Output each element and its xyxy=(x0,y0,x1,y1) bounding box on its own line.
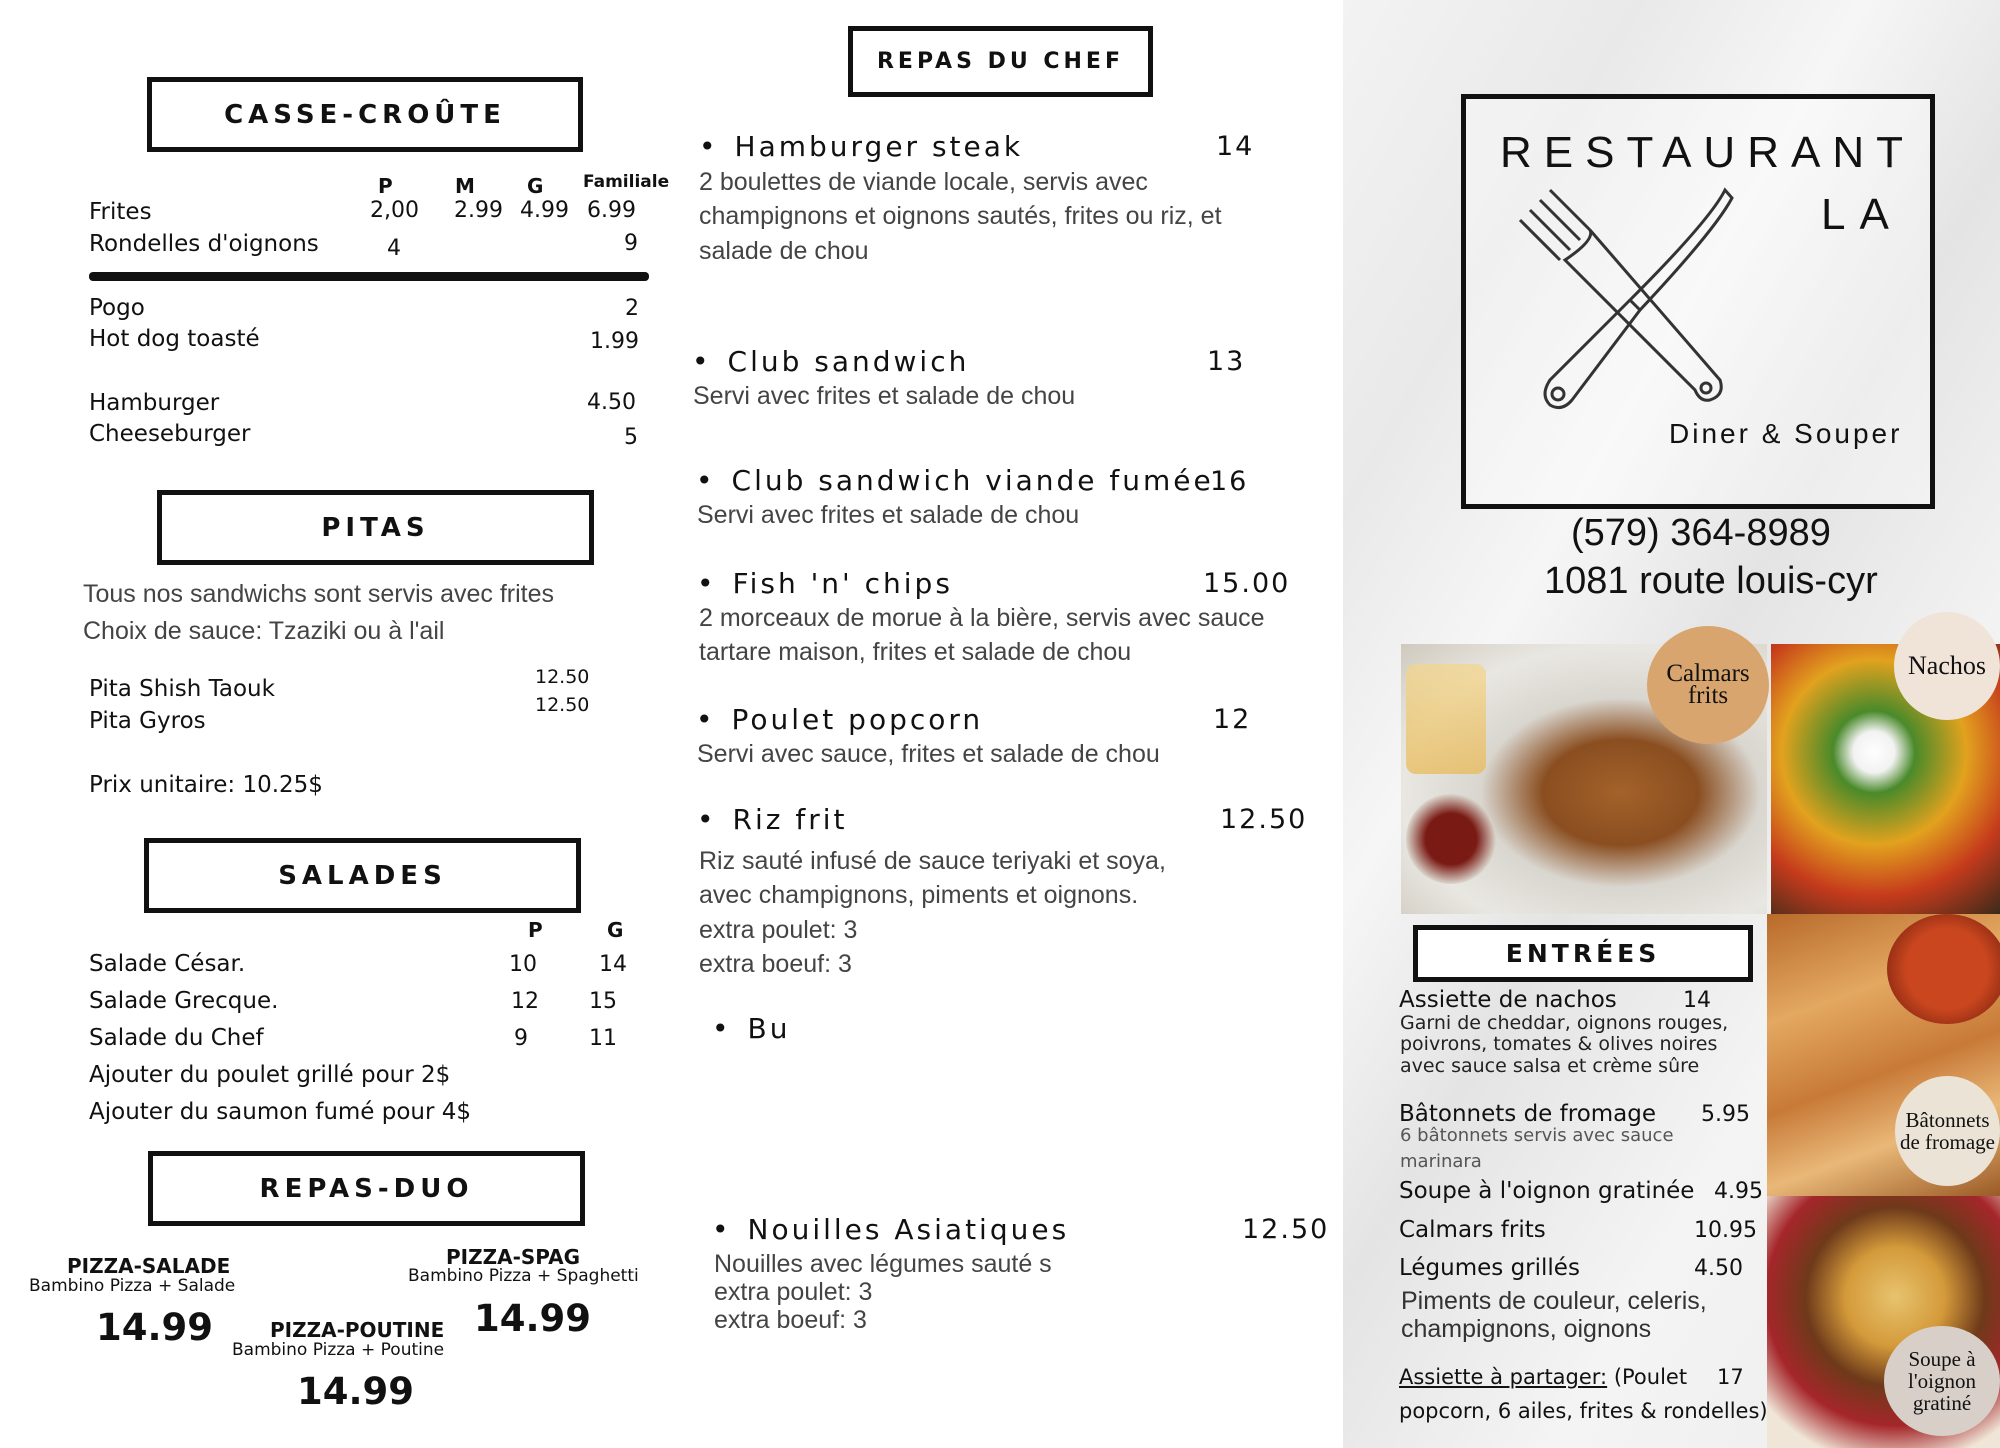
size-header-p: P xyxy=(378,174,393,198)
casse-croute-heading: CASSE-CROÛTE xyxy=(147,77,583,152)
entree-legumes-desc-1: Piments de couleur, celeris, xyxy=(1401,1287,1707,1315)
dish-hamburger-steak: • Hamburger steak xyxy=(699,130,1023,163)
entree-batonnets-price: 5.95 xyxy=(1701,1102,1750,1127)
dish-club-sandwich-price: 13 xyxy=(1207,346,1246,377)
duo-b-desc: Bambino Pizza + Spaghetti xyxy=(408,1266,639,1286)
entree-legumes-name: Légumes grillés xyxy=(1399,1255,1580,1281)
dish-nouilles: • Nouilles Asiatiques xyxy=(712,1213,1069,1246)
entree-nachos-name: Assiette de nachos xyxy=(1399,987,1617,1013)
dish-club-sandwich: • Club sandwich xyxy=(692,345,969,378)
label-nachos: Nachos xyxy=(1894,612,2000,720)
entree-soupe-name: Soupe à l'oignon gratinée xyxy=(1399,1178,1695,1204)
entree-partage-label: Assiette à partager: xyxy=(1399,1365,1608,1389)
phone-number: (579) 364-8989 xyxy=(1571,512,1831,554)
frites-price-p: 2,00 xyxy=(370,198,419,223)
duo-c-desc: Bambino Pizza + Poutine xyxy=(232,1340,445,1360)
size-header-familiale: Familiale xyxy=(583,172,670,192)
dish-bu: • Bu xyxy=(712,1012,790,1045)
dish-nouilles-desc-3: extra boeuf: 3 xyxy=(714,1306,867,1334)
dish-poulet-popcorn-desc: Servi avec sauce, frites et salade de chou xyxy=(697,740,1160,768)
dish-club-fumee: • Club sandwich viande fumée xyxy=(696,464,1214,497)
dish-hamburger-steak-price: 14 xyxy=(1216,131,1255,162)
dish-club-fumee-price: 16 xyxy=(1210,466,1249,497)
dish-riz-frit-desc-3: extra poulet: 3 xyxy=(699,916,858,944)
dish-fish-chips-price: 15.00 xyxy=(1203,568,1291,599)
dish-riz-frit-desc-2: avec champignons, piments et oignons. xyxy=(699,881,1139,909)
dish-nouilles-desc-2: extra poulet: 3 xyxy=(714,1278,873,1306)
duo-b-price: 14.99 xyxy=(474,1297,592,1340)
pita-gyros-price: 12.50 xyxy=(535,694,590,716)
entree-partage-rest: (Poulet xyxy=(1607,1365,1688,1389)
pogo-label: Pogo xyxy=(89,295,145,321)
salades-size-g: G xyxy=(607,918,624,942)
entree-partage-price: 17 xyxy=(1717,1365,1744,1389)
dish-nouilles-price: 12.50 xyxy=(1242,1214,1330,1245)
entrees-heading: ENTRÉES xyxy=(1413,925,1753,982)
dish-fish-chips-desc-1: 2 morceaux de morue à la bière, servis avec sauce xyxy=(699,604,1265,632)
entree-batonnets-desc-2: marinara xyxy=(1400,1151,1482,1172)
dish-poulet-popcorn-price: 12 xyxy=(1213,704,1252,735)
label-soupe: Soupe à l'oignon gratiné xyxy=(1884,1326,2000,1436)
pita-gyros-label: Pita Gyros xyxy=(89,708,206,734)
salade-extra-poulet: Ajouter du poulet grillé pour 2$ xyxy=(89,1062,451,1088)
entree-nachos-price: 14 xyxy=(1683,988,1711,1013)
pita-shish-price: 12.50 xyxy=(535,666,590,688)
entree-nachos-desc-3: avec sauce salsa et crème sûre xyxy=(1400,1055,1700,1077)
size-header-m: M xyxy=(455,174,475,198)
frites-price-f: 6.99 xyxy=(587,198,636,223)
rondelles-price-p: 4 xyxy=(387,236,401,261)
entree-soupe-price: 4.95 xyxy=(1714,1179,1763,1204)
divider-bar xyxy=(89,272,649,281)
dish-riz-frit-desc-1: Riz sauté infusé de sauce teriyaki et soya, xyxy=(699,847,1166,875)
entree-batonnets-desc-1: 6 bâtonnets servis avec sauce xyxy=(1400,1125,1674,1146)
dish-riz-frit: • Riz frit xyxy=(697,803,847,836)
repas-duo-heading: REPAS-DUO xyxy=(148,1151,585,1226)
hamburger-label: Hamburger xyxy=(89,390,220,416)
pita-shish-label: Pita Shish Taouk xyxy=(89,676,275,702)
hamburger-price: 4.50 xyxy=(587,390,636,415)
size-header-g: G xyxy=(527,174,544,198)
brand-name-line1: RESTAURANT xyxy=(1500,128,1915,177)
brand-name-line2: LA xyxy=(1821,190,1903,239)
hotdog-label: Hot dog toasté xyxy=(89,326,260,352)
entree-calmars-name: Calmars frits xyxy=(1399,1217,1546,1243)
fork-knife-icon xyxy=(1510,180,1740,420)
salade-cesar-label: Salade César. xyxy=(89,951,246,977)
cheeseburger-label: Cheeseburger xyxy=(89,421,251,447)
dish-fish-chips: • Fish 'n' chips xyxy=(697,567,953,600)
salade-grecque-p: 12 xyxy=(511,989,539,1014)
pogo-price: 2 xyxy=(625,296,639,321)
repas-du-chef-heading: REPAS DU CHEF xyxy=(848,26,1153,97)
duo-a-price: 14.99 xyxy=(96,1306,214,1349)
pita-unit-price: Prix unitaire: 10.25$ xyxy=(89,772,323,798)
frites-price-m: 2.99 xyxy=(454,198,503,223)
pitas-note-2: Choix de sauce: Tzaziki ou à l'ail xyxy=(83,617,445,645)
frites-label: Frites xyxy=(89,199,152,225)
entree-partage-line2: popcorn, 6 ailes, frites & rondelles) xyxy=(1399,1399,1768,1423)
salade-chef-p: 9 xyxy=(514,1026,528,1051)
dish-club-fumee-desc: Servi avec frites et salade de chou xyxy=(697,501,1080,529)
salade-chef-g: 11 xyxy=(589,1026,617,1051)
label-calmars: Calmars frits xyxy=(1647,626,1769,744)
dish-hamburger-steak-desc-3: salade de chou xyxy=(699,237,869,265)
entree-legumes-desc-2: champignons, oignons xyxy=(1401,1315,1652,1343)
entree-calmars-price: 10.95 xyxy=(1694,1218,1757,1243)
pitas-heading: PITAS xyxy=(157,490,594,565)
duo-c-name: PIZZA-POUTINE xyxy=(270,1318,445,1342)
frites-price-g: 4.99 xyxy=(520,198,569,223)
salade-chef-label: Salade du Chef xyxy=(89,1025,264,1051)
dish-hamburger-steak-desc-2: champignons et oignons sautés, frites ou riz, et xyxy=(699,202,1222,230)
rondelles-label: Rondelles d'oignons xyxy=(89,231,319,257)
dish-poulet-popcorn: • Poulet popcorn xyxy=(696,703,983,736)
entree-nachos-desc-2: poivrons, tomates & olives noires xyxy=(1400,1033,1718,1055)
dish-fish-chips-desc-2: tartare maison, frites et salade de chou xyxy=(699,638,1132,666)
entree-nachos-desc-1: Garni de cheddar, oignons rouges, xyxy=(1400,1012,1729,1034)
salade-grecque-g: 15 xyxy=(589,989,617,1014)
dish-riz-frit-price: 12.50 xyxy=(1220,804,1308,835)
dish-hamburger-steak-desc-1: 2 boulettes de viande locale, servis avec xyxy=(699,168,1148,196)
duo-c-price: 14.99 xyxy=(297,1370,415,1413)
duo-a-name: PIZZA-SALADE xyxy=(67,1254,231,1278)
entree-partage-line1 xyxy=(1399,1365,1687,1389)
salades-heading: SALADES xyxy=(144,838,581,913)
salade-extra-saumon: Ajouter du saumon fumé pour 4$ xyxy=(89,1099,472,1125)
rondelles-price-f: 9 xyxy=(624,231,638,256)
brand-tagline: Diner & Souper xyxy=(1669,418,1903,449)
duo-b-name: PIZZA-SPAG xyxy=(446,1245,581,1269)
entree-batonnets-name: Bâtonnets de fromage xyxy=(1399,1101,1657,1127)
street-address: 1081 route louis-cyr xyxy=(1544,560,1878,602)
salade-grecque-label: Salade Grecque. xyxy=(89,988,279,1014)
duo-a-desc: Bambino Pizza + Salade xyxy=(29,1276,236,1296)
hotdog-price: 1.99 xyxy=(590,329,639,354)
dish-riz-frit-desc-4: extra boeuf: 3 xyxy=(699,950,852,978)
dish-club-sandwich-desc: Servi avec frites et salade de chou xyxy=(693,382,1076,410)
salades-size-p: P xyxy=(528,918,543,942)
salade-cesar-p: 10 xyxy=(509,952,537,977)
dish-nouilles-desc-1: Nouilles avec légumes sauté s xyxy=(714,1250,1052,1278)
pitas-note-1: Tous nos sandwichs sont servis avec frites xyxy=(83,580,555,608)
salade-cesar-g: 14 xyxy=(599,952,627,977)
label-batonnets: Bâtonnets de fromage xyxy=(1895,1076,2000,1186)
cheeseburger-price: 5 xyxy=(624,425,638,450)
entree-legumes-price: 4.50 xyxy=(1694,1256,1743,1281)
